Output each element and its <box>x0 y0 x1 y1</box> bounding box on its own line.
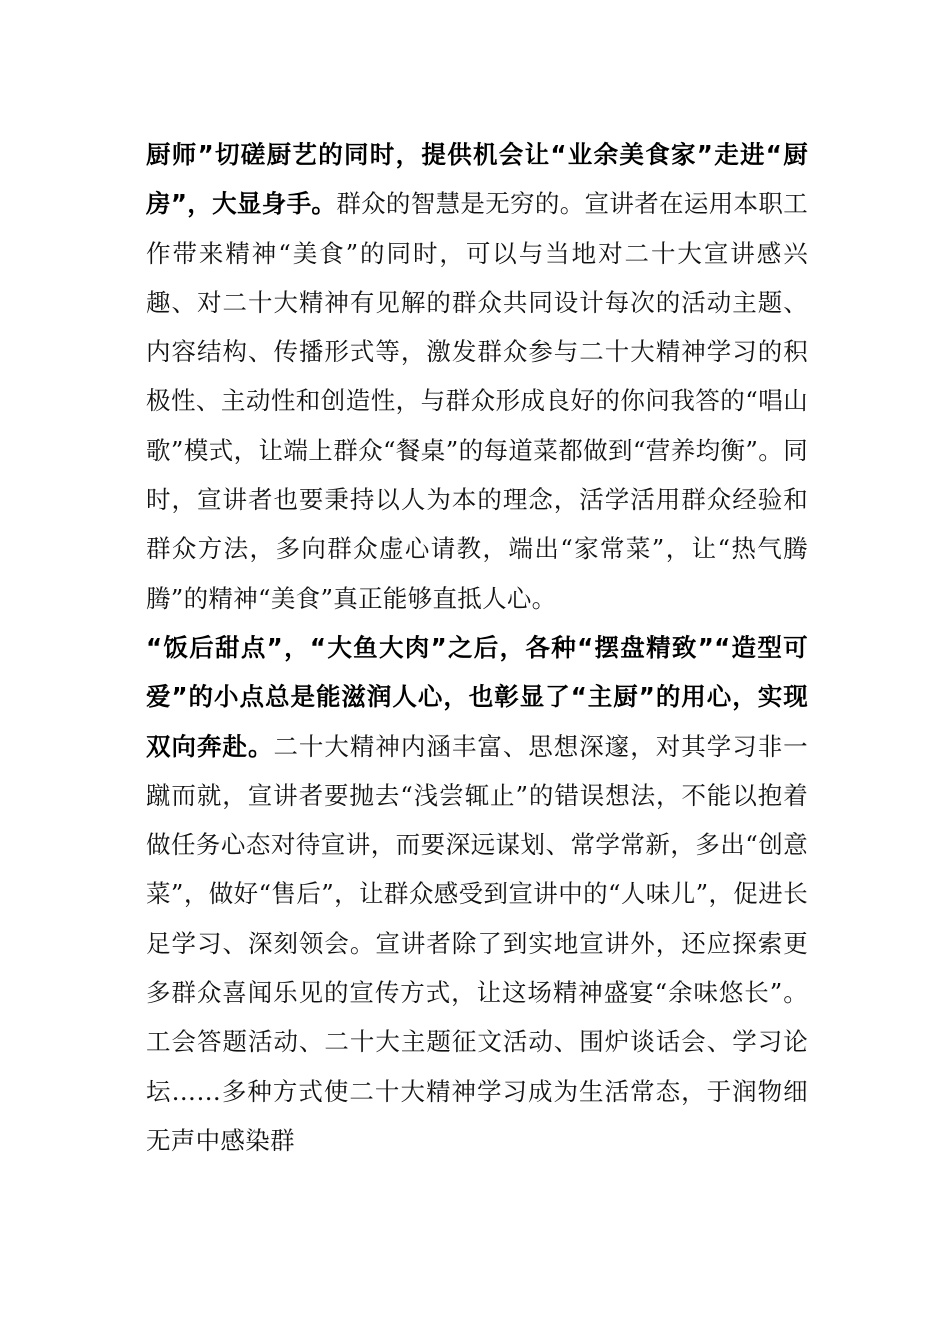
paragraph-1-body: 群众的智慧是无穷的。宣讲者在运用本职工作带来精神“美食”的同时，可以与当地对二十大宣讲感兴趣、对二十大精神有见解的群众共同设计每次的活动主题、内容结构、传播形式等，激发群众参与二十大精神学习的积极性、主动性和创造性，与群众形成良好的你问我答的“唱山歌”模式，让端上群众“餐桌”的每道菜都做到“营养均衡”。同时，宣讲者也要秉持以人为本的理念，活学活用群众经验和群众方法，多向群众虚心请教，端出“家常菜”，让“热气腾腾”的精神“美食”真正能够直抵人心。 <box>146 189 808 613</box>
paragraph-2 <box>146 623 808 1165</box>
paragraph-1 <box>146 130 808 623</box>
document-page <box>146 130 808 1165</box>
paragraph-2-body: 二十大精神内涵丰富、思想深邃，对其学习非一蹴而就，宣讲者要抛去“浅尝辄止”的错误想法，不能以抱着做任务心态对待宣讲，而要深远谋划、常学常新，多出“创意菜”，做好“售后”，让群众感受到宣讲中的“人味儿”，促进长足学习、深刻领会。宣讲者除了到实地宣讲外，还应探索更多群众喜闻乐见的宣传方式，让这场精神盛宴“余味悠长”。工会答题活动、二十大主题征文活动、围炉谈话会、学习论坛……多种方式使二十大精神学习成为生活常态，于润物细无声中感染群 <box>146 731 808 1155</box>
paragraph-1-bold-lead: 厨师”切磋厨艺的同时，提供机会让“业余美食家”走进“厨房”，大显身手。 <box>146 140 808 219</box>
paragraph-2-bold-lead: “饭后甜点”，“大鱼大肉”之后，各种“摆盘精致”“造型可爱”的小点总是能滋润人心，也彰显了“主厨”的用心，实现双向奔赴。 <box>146 632 808 761</box>
